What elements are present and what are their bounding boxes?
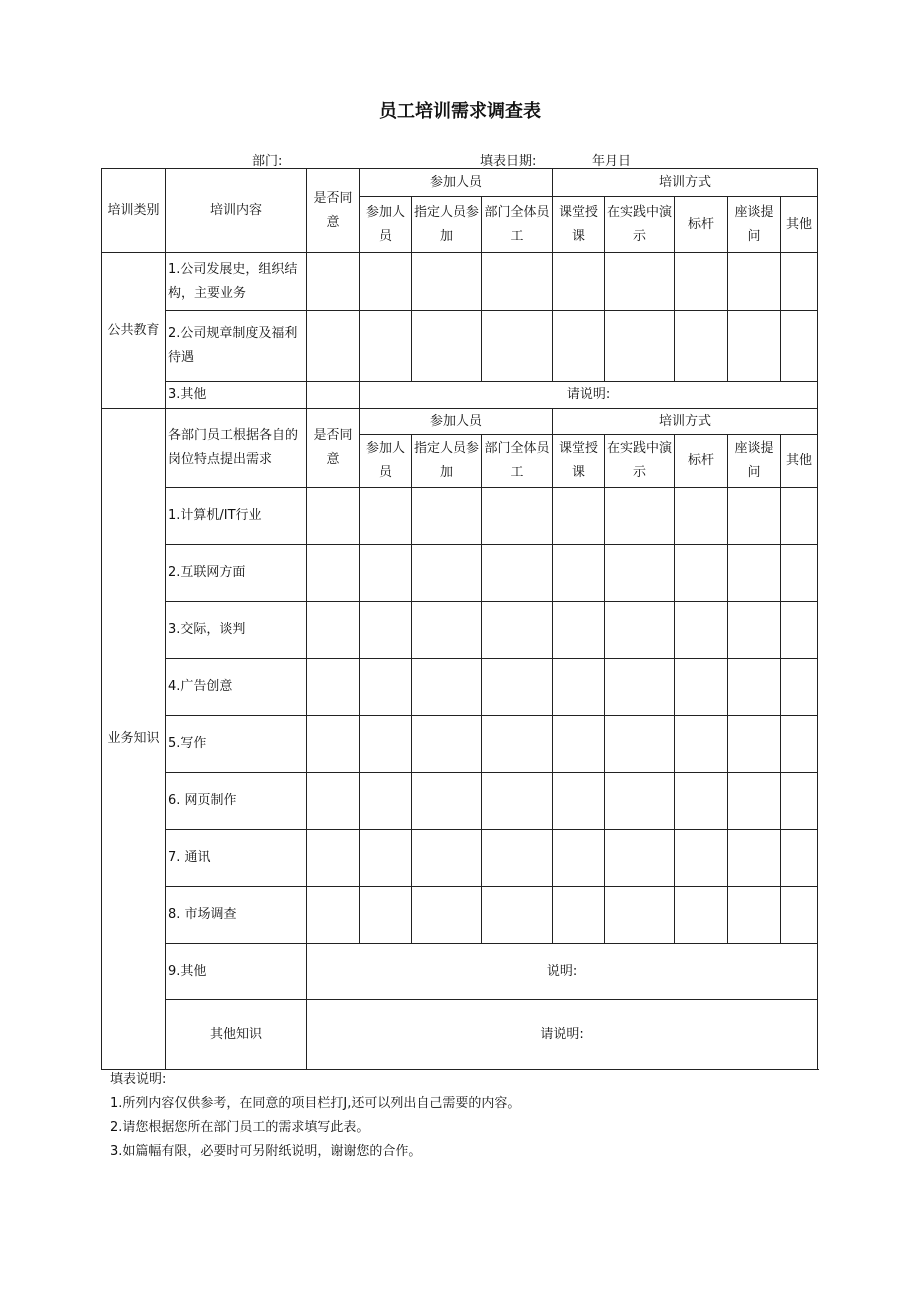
- note-item: 2.请您根据您所在部门员工的需求填写此表。: [110, 1120, 370, 1135]
- header-sub: 课堂授课: [553, 435, 605, 488]
- header-sub: 参加人员: [360, 197, 412, 253]
- header-sub: 课堂授课: [553, 197, 605, 253]
- header-agree: 是否同意: [307, 169, 360, 253]
- header-sub: 标杆: [675, 435, 728, 488]
- agree-cell[interactable]: [307, 488, 360, 545]
- header-methods: 培训方式: [553, 409, 818, 435]
- header-sub: 标杆: [675, 197, 728, 253]
- header-methods: 培训方式: [553, 169, 818, 197]
- table-row: [102, 488, 818, 545]
- agree-cell[interactable]: [307, 253, 360, 311]
- agree-cell[interactable]: [307, 602, 360, 659]
- header-sub: 其他: [781, 197, 818, 253]
- note-item: 3.如篇幅有限，必要时可另附纸说明，谢谢您的合作。: [110, 1144, 422, 1159]
- fill-notes: [110, 1068, 520, 1164]
- row-label: 6. 网页制作: [166, 773, 307, 830]
- row-label: 1.公司发展史，组织结构，主要业务: [166, 253, 307, 311]
- page-title: 员工培训需求调查表: [379, 101, 541, 122]
- agree-cell[interactable]: [307, 716, 360, 773]
- explain-cell[interactable]: 说明:: [307, 944, 818, 1000]
- row-label: 8. 市场调查: [166, 887, 307, 944]
- table-row: [102, 773, 818, 830]
- header-sub: 指定人员参加: [412, 435, 482, 488]
- agree-cell[interactable]: [307, 887, 360, 944]
- table-row: [102, 887, 818, 944]
- table-row: [102, 944, 818, 1000]
- row-label: 1.计算机/IT行业: [166, 488, 307, 545]
- other-knowledge-label: 其他知识: [166, 1000, 307, 1070]
- explain-cell[interactable]: 请说明:: [360, 382, 818, 409]
- row-label: 5.写作: [166, 716, 307, 773]
- header-sub: 部门全体员工: [482, 435, 553, 488]
- agree-cell[interactable]: [307, 545, 360, 602]
- row-label: 2.公司规章制度及福利待遇: [166, 311, 307, 382]
- table-row: [102, 830, 818, 887]
- date-label: 填表日期:: [480, 154, 537, 169]
- table-row: [102, 602, 818, 659]
- table-row: [102, 253, 818, 311]
- header-sub: 座谈提问: [728, 435, 781, 488]
- dept-label: 部门:: [252, 154, 283, 169]
- survey-table: [101, 168, 818, 1070]
- table-row: [102, 659, 818, 716]
- business-category: 业务知识: [102, 409, 166, 1070]
- header-participants: 参加人员: [360, 409, 553, 435]
- notes-heading: 填表说明:: [110, 1072, 167, 1087]
- table-row: [102, 311, 818, 382]
- public-category: 公共教育: [102, 253, 166, 409]
- row-label: 3.其他: [166, 382, 307, 409]
- header-category: 培训类别: [102, 169, 166, 253]
- header-row-1: [102, 169, 818, 197]
- header-sub: 参加人员: [360, 435, 412, 488]
- header-sub: 座谈提问: [728, 197, 781, 253]
- agree-cell[interactable]: [307, 311, 360, 382]
- row-label: 2.互联网方面: [166, 545, 307, 602]
- table-row: [102, 545, 818, 602]
- note-item: 1.所列内容仅供参考，在同意的项目栏打J,还可以列出自己需要的内容。: [110, 1096, 521, 1111]
- business-header-row-1: [102, 409, 818, 435]
- table-row: [102, 382, 818, 409]
- table-row: [102, 1000, 818, 1070]
- header-sub: 指定人员参加: [412, 197, 482, 253]
- header-participants: 参加人员: [360, 169, 553, 197]
- business-intro: 各部门员工根据各自的岗位特点提出需求: [166, 409, 307, 488]
- explain-cell[interactable]: 请说明:: [307, 1000, 818, 1070]
- header-sub: 在实践中演示: [605, 435, 675, 488]
- agree-cell[interactable]: [307, 830, 360, 887]
- header-sub: 在实践中演示: [605, 197, 675, 253]
- date-value: 年月日: [592, 154, 632, 169]
- header-content: 培训内容: [166, 169, 307, 253]
- agree-cell[interactable]: [307, 659, 360, 716]
- table-row: [102, 716, 818, 773]
- row-label: 4.广告创意: [166, 659, 307, 716]
- header-agree: 是否同意: [307, 409, 360, 488]
- agree-cell[interactable]: [307, 382, 360, 409]
- header-sub: 其他: [781, 435, 818, 488]
- agree-cell[interactable]: [307, 773, 360, 830]
- row-label: 3.交际，谈判: [166, 602, 307, 659]
- header-sub: 部门全体员工: [482, 197, 553, 253]
- row-label: 7. 通讯: [166, 830, 307, 887]
- row-label: 9.其他: [166, 944, 307, 1000]
